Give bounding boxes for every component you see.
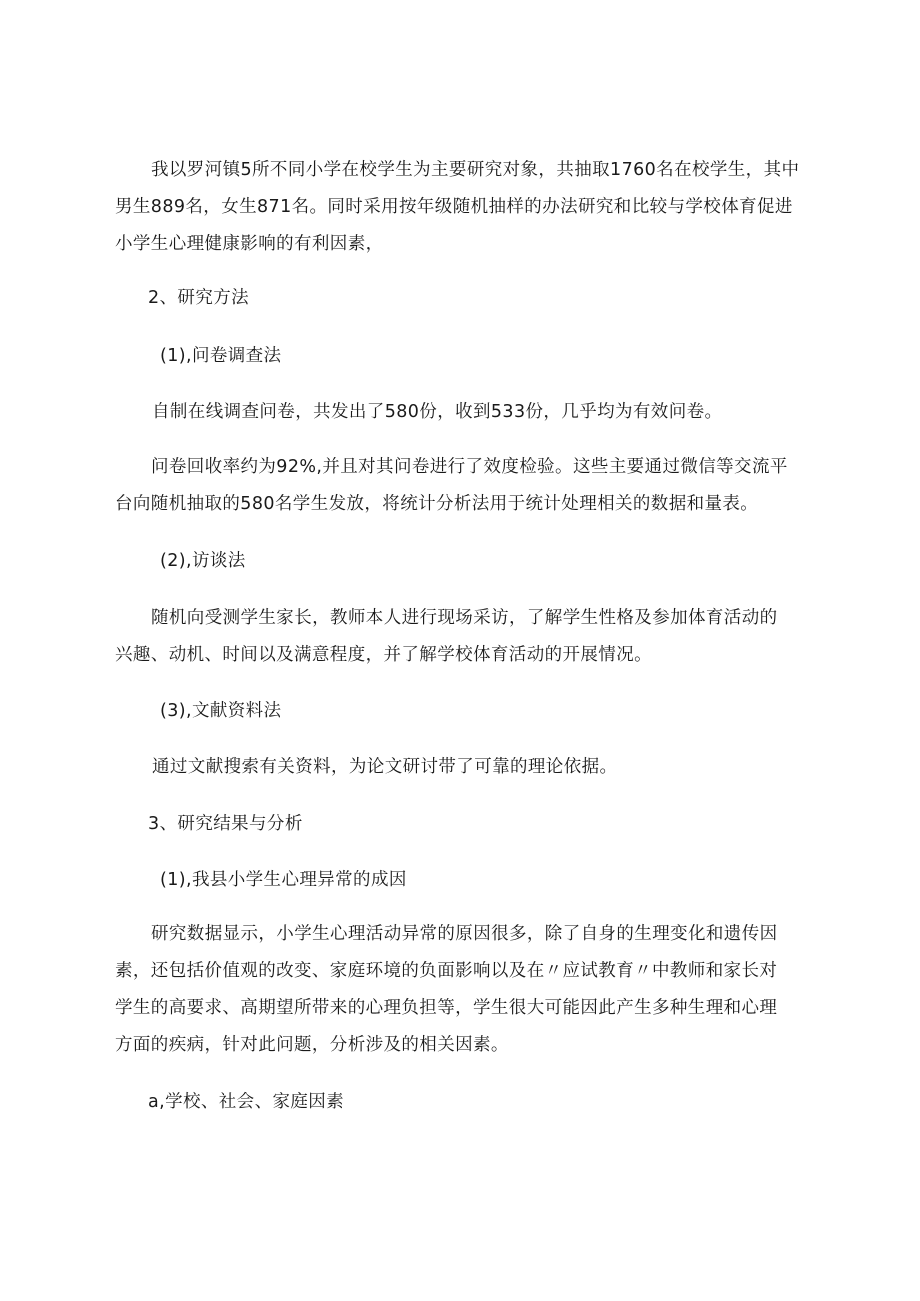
paragraph-line: 方面的疾病，针对此问题，分析涉及的相关因素。 xyxy=(115,1035,509,1055)
paragraph-questionnaire-recovery xyxy=(115,449,815,523)
paragraph-line: 随机向受测学生家长，教师本人进行现场采访，了解学生性格及参加体育活动的 xyxy=(151,608,778,628)
section-heading-research-methods: 2、研究方法 xyxy=(148,288,250,308)
paragraph-line: 学生的高要求、高期望所带来的心理负担等，学生很大可能因此产生多种生理和心理 xyxy=(115,998,778,1018)
paragraph-line: 兴趣、动机、时间以及满意程度，并了解学校体育活动的开展情况。 xyxy=(115,645,652,665)
paragraph-line: 男生889名，女生871名。同时采用按年级随机抽样的办法研究和比较与学校体育促进 xyxy=(115,197,793,217)
paragraph-line: 研究数据显示，小学生心理活动异常的原因很多，除了自身的生理变化和遗传因 xyxy=(151,924,778,944)
paragraph-line: 小学生心理健康影响的有利因素， xyxy=(115,234,384,254)
paragraph-causes xyxy=(115,916,815,1064)
paragraph-interview xyxy=(115,600,815,674)
paragraph-line: 素，还包括价值观的改变、家庭环境的负面影响以及在〃应试教育〃中教师和家长对 xyxy=(115,961,778,981)
section-heading-research-results: 3、研究结果与分析 xyxy=(148,814,303,834)
subheading-school-society-family-factors: a,学校、社会、家庭因素 xyxy=(148,1092,345,1112)
paragraph-literature: 通过文献搜索有关资料，为论文研讨带了可靠的理论依据。 xyxy=(152,757,618,777)
paragraph-questionnaire-distribution: 自制在线调查问卷，共发出了580份，收到533份，几乎均为有效问卷。 xyxy=(152,402,723,422)
paragraph-research-subjects xyxy=(115,152,815,263)
paragraph-line: 问卷回收率约为92%,并且对其问卷进行了效度检验。这些主要通过微信等交流平 xyxy=(151,457,788,477)
subheading-literature-method: (3),文献资料法 xyxy=(160,701,282,721)
subheading-interview-method: (2),访谈法 xyxy=(160,551,246,571)
paragraph-line: 我以罗河镇5所不同小学在校学生为主要研究对象，共抽取1760名在校学生，其中 xyxy=(151,160,800,180)
subheading-causes: (1),我县小学生心理异常的成因 xyxy=(160,870,407,890)
subheading-questionnaire-method: (1),问卷调查法 xyxy=(160,346,282,366)
paragraph-line: 台向随机抽取的580名学生发放，将统计分析法用于统计处理相关的数据和量表。 xyxy=(115,494,759,514)
